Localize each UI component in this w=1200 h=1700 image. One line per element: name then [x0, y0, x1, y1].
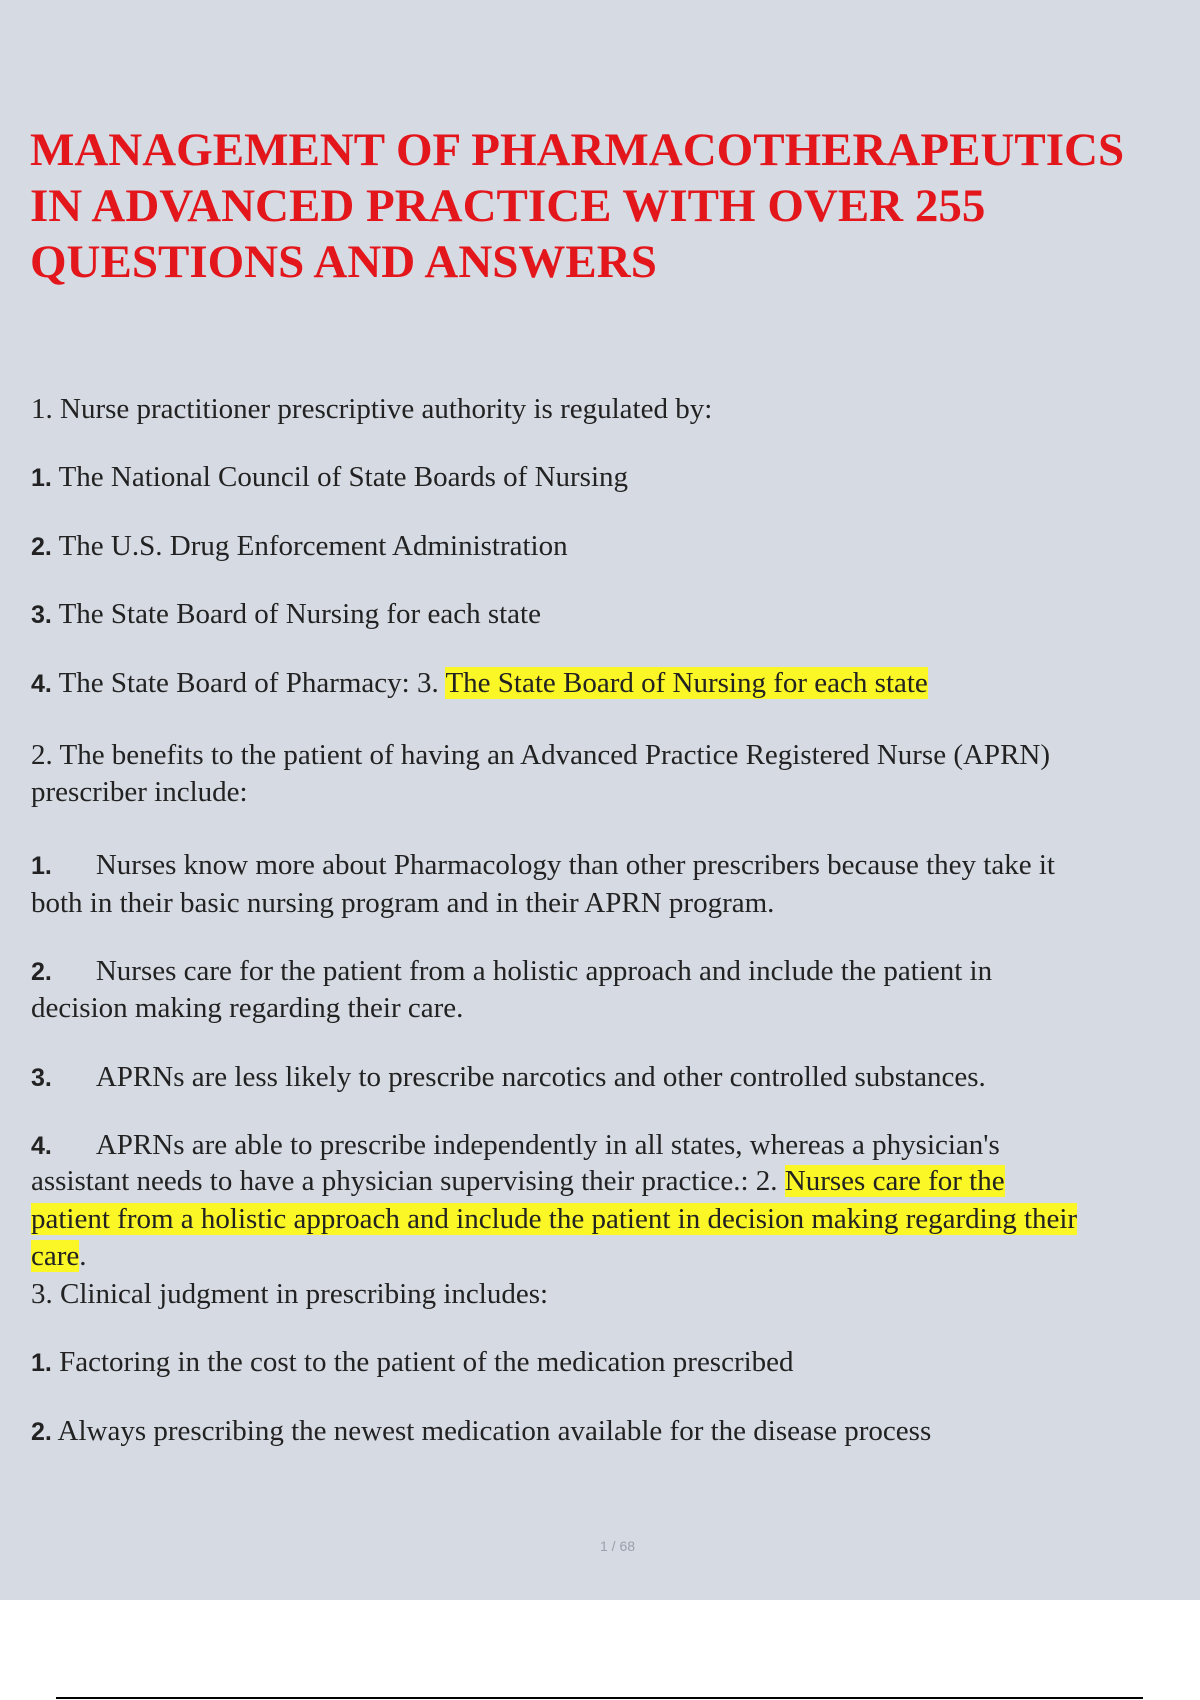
option-number: 4. — [31, 670, 52, 698]
option-number: 2. — [31, 1418, 52, 1446]
option-number: 1. — [31, 1349, 52, 1377]
option-text: Always prescribing the newest medication available for the disease process — [57, 1415, 932, 1447]
option-text: assistant needs to have a physician supervising their practice.: 2. — [31, 1165, 785, 1197]
q3-option-1 — [31, 1345, 794, 1380]
q2-option-1-cont: both in their basic nursing program and in their APRN program. — [31, 887, 775, 919]
option-number: 4. — [31, 1132, 52, 1160]
option-number: 1. — [31, 464, 52, 492]
q1-highlighted-answer: The State Board of Nursing for each state — [445, 667, 928, 699]
answer-period: . — [79, 1240, 87, 1272]
title-line-1: MANAGEMENT OF PHARMACOTHERAPEUTICS — [30, 124, 1125, 176]
question-2-line-1: 2. The benefits to the patient of having an Advanced Practice Registered Nurse (APRN) — [31, 739, 1051, 771]
option-number: 1. — [31, 852, 52, 880]
option-number: 3. — [31, 1064, 52, 1092]
page-number: 1 / 68 — [599, 1538, 636, 1554]
q2-option-2-cont: decision making regarding their care. — [31, 992, 464, 1024]
option-number: 2. — [31, 533, 52, 561]
option-text: Nurses know more about Pharmacology than other prescribers because they take it — [95, 849, 1055, 881]
q2-answer-line-3 — [31, 1239, 87, 1273]
title-line-3: QUESTIONS AND ANSWERS — [30, 236, 657, 288]
option-text: Nurses care for the patient from a holistic approach and include the patient in — [95, 955, 993, 987]
q1-option-1 — [31, 460, 628, 495]
q2-option-3 — [31, 1060, 986, 1095]
document-title — [30, 122, 1180, 290]
option-text: The National Council of State Boards of Nursing — [58, 461, 629, 493]
option-text: Factoring in the cost to the patient of the medication prescribed — [59, 1346, 794, 1378]
horizontal-rule — [56, 1697, 1143, 1699]
q2-answer-line-2 — [31, 1202, 1077, 1236]
question-3: 3. Clinical judgment in prescribing includes: — [31, 1278, 549, 1310]
q2-option-1 — [31, 848, 1055, 883]
option-number: 2. — [31, 958, 52, 986]
q2-option-4-cont — [31, 1164, 1005, 1198]
q2-highlighted-answer-part-3: care — [31, 1240, 80, 1272]
option-number: 3. — [31, 601, 52, 629]
q2-highlighted-answer-part-1: Nurses care for the — [784, 1165, 1005, 1197]
option-text: APRNs are able to prescribe independently in all states, whereas a physician's — [95, 1129, 1000, 1161]
q2-highlighted-answer-part-2: patient from a holistic approach and include the patient in decision making regarding their — [31, 1203, 1078, 1235]
q2-option-4 — [31, 1128, 1000, 1163]
q1-option-4 — [31, 666, 928, 701]
option-text: The State Board of Pharmacy: 3. — [58, 667, 446, 699]
option-text: The U.S. Drug Enforcement Administration — [58, 530, 568, 562]
question-1: 1. Nurse practitioner prescriptive authority is regulated by: — [31, 393, 713, 425]
question-2-line-2: prescriber include: — [31, 776, 248, 808]
q1-option-2 — [31, 529, 568, 564]
title-line-2: IN ADVANCED PRACTICE WITH OVER 255 — [30, 180, 986, 232]
q2-option-2 — [31, 954, 992, 989]
q1-option-3 — [31, 597, 541, 632]
q3-option-2 — [31, 1414, 931, 1449]
option-text: APRNs are less likely to prescribe narcotics and other controlled substances. — [95, 1061, 986, 1093]
option-text: The State Board of Nursing for each state — [58, 598, 541, 630]
